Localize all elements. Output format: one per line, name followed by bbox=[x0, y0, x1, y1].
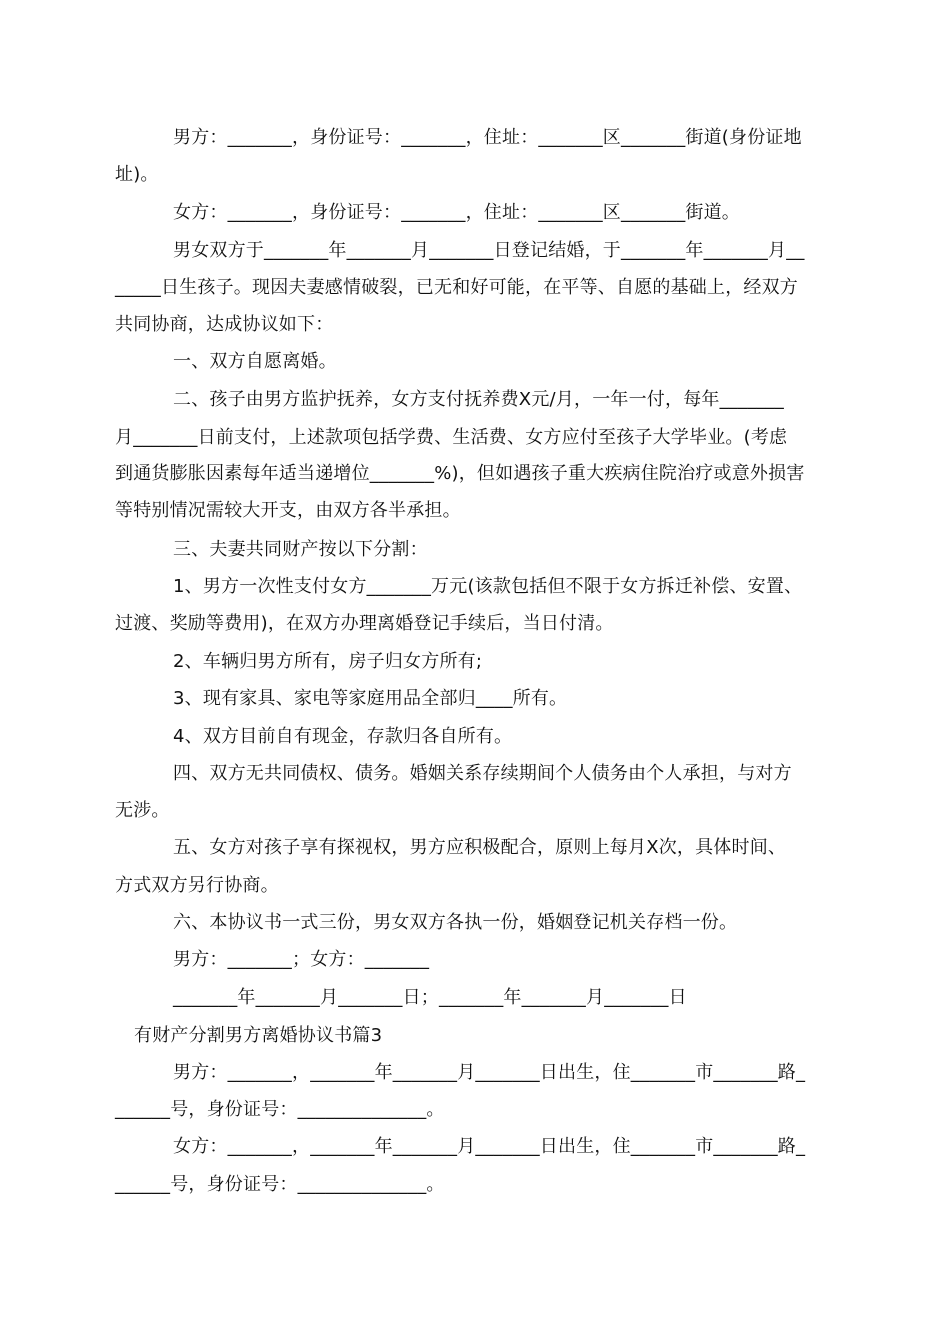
paragraph-line: 方式双方另行协商。 bbox=[115, 875, 279, 896]
paragraph-line: 址)。 bbox=[115, 164, 159, 185]
paragraph-line: 过渡、奖励等费用)，在双方办理离婚登记手续后，当日付清。 bbox=[115, 613, 614, 634]
paragraph-line: 男方：_______，_______年_______月_______日出生，住_______市_______路_ bbox=[173, 1062, 806, 1083]
paragraph-line: 2、车辆归男方所有，房子归女方所有; bbox=[173, 651, 483, 672]
paragraph-line: 四、双方无共同债权、债务。婚姻关系存续期间个人债务由个人承担，与对方 bbox=[173, 763, 792, 784]
paragraph-line: 4、双方目前自有现金，存款归各自所有。 bbox=[173, 726, 513, 747]
paragraph-line: 女方：_______，_______年_______月_______日出生，住_______市_______路_ bbox=[173, 1136, 806, 1157]
paragraph-line: 六、本协议书一式三份，男女双方各执一份，婚姻登记机关存档一份。 bbox=[173, 912, 738, 933]
paragraph-line: 1、男方一次性支付女方_______万元(该款包括但不限于女方拆迁补偿、安置、 bbox=[173, 576, 803, 597]
date-line: _______年_______月_______日；_______年_______月_______日 bbox=[173, 987, 687, 1008]
paragraph-line: 男女双方于_______年_______月_______日登记结婚，于_______年_______月__ bbox=[173, 240, 805, 261]
signature-line: 男方：_______；女方：_______ bbox=[173, 949, 430, 970]
paragraph-line: 到通货膨胀因素每年适当递增位_______%)，但如遇孩子重大疾病住院治疗或意外损害 bbox=[115, 463, 805, 484]
paragraph-line: ______号，身份证号：______________。 bbox=[115, 1174, 445, 1195]
paragraph-line: 五、女方对孩子享有探视权，男方应积极配合，原则上每月X次，具体时间、 bbox=[173, 837, 787, 858]
clause-heading: 三、夫妻共同财产按以下分割： bbox=[173, 539, 428, 560]
paragraph-line: 男方：_______，身份证号：_______，住址：_______区_______街道(身份证地 bbox=[173, 127, 802, 148]
paragraph-line: 月_______日前支付，上述款项包括学费、生活费、女方应付至孩子大学毕业。(考虑 bbox=[115, 427, 788, 448]
clause-heading: 一、双方自愿离婚。 bbox=[173, 351, 337, 372]
paragraph-line: 女方：_______，身份证号：_______，住址：_______区_______街道。 bbox=[173, 202, 740, 223]
paragraph-line: 3、现有家具、家电等家庭用品全部归____所有。 bbox=[173, 688, 568, 709]
paragraph-line: _____日生孩子。现因夫妻感情破裂，已无和好可能，在平等、自愿的基础上，经双方 bbox=[115, 277, 798, 298]
section-title: 有财产分割男方离婚协议书篇3 bbox=[134, 1025, 383, 1046]
paragraph-line: 等特别情况需较大开支，由双方各半承担。 bbox=[115, 500, 461, 521]
paragraph-line: 二、孩子由男方监护抚养，女方支付抚养费X元/月，一年一付，每年_______ bbox=[173, 389, 784, 410]
paragraph-line: 共同协商，达成协议如下： bbox=[115, 314, 334, 335]
paragraph-line: 无涉。 bbox=[115, 800, 170, 821]
paragraph-line: ______号，身份证号：______________。 bbox=[115, 1099, 445, 1120]
